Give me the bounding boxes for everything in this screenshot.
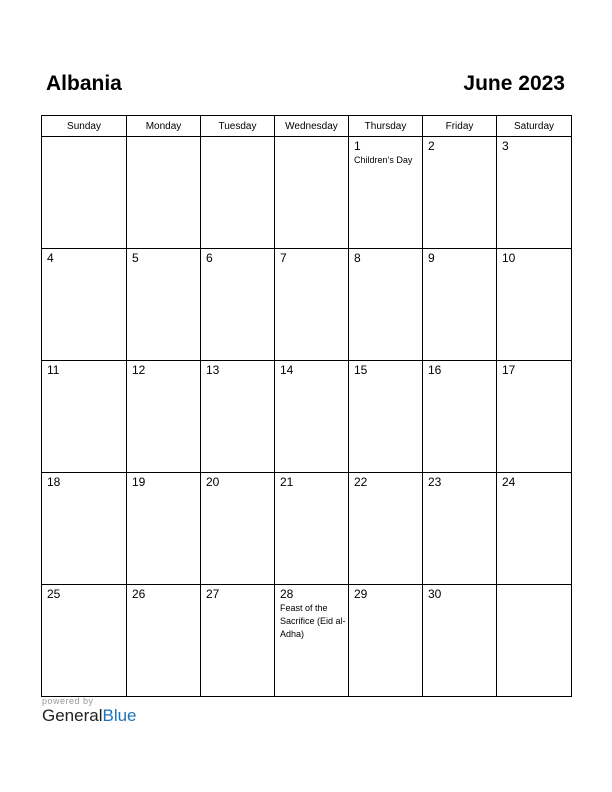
day-cell: [201, 137, 275, 249]
brand-blue-text: Blue: [102, 706, 137, 725]
weekday-tuesday: Tuesday: [201, 116, 275, 137]
day-number: 19: [132, 475, 146, 489]
day-number: 9: [428, 251, 435, 265]
day-number: 3: [502, 139, 509, 153]
day-number: 10: [502, 251, 516, 265]
weekday-header-row: [42, 116, 572, 137]
day-cell: [423, 249, 497, 361]
day-cell: [201, 585, 275, 697]
day-cell: [497, 249, 572, 361]
week-row: [42, 137, 572, 249]
week-row: [42, 473, 572, 585]
day-number: 6: [206, 251, 213, 265]
month-year-title: June 2023: [463, 72, 565, 95]
day-cell: [42, 249, 127, 361]
country-title: Albania: [46, 72, 122, 95]
weekday-sunday: Sunday: [42, 116, 127, 137]
day-number: 24: [502, 475, 516, 489]
day-cell: [423, 585, 497, 697]
weekday-thursday: Thursday: [349, 116, 423, 137]
day-cell: [201, 361, 275, 473]
day-number: 13: [206, 363, 220, 377]
day-cell: [349, 585, 423, 697]
brand-general-text: General: [42, 706, 103, 725]
day-cell: [127, 585, 201, 697]
day-number: 20: [206, 475, 220, 489]
day-cell: [349, 361, 423, 473]
day-cell: [275, 585, 349, 697]
day-number: 12: [132, 363, 146, 377]
day-number: 27: [206, 587, 220, 601]
powered-by-label: powered by: [42, 696, 94, 706]
weekday-saturday: Saturday: [497, 116, 572, 137]
day-number: 22: [354, 475, 368, 489]
day-number: 29: [354, 587, 368, 601]
day-cell: [497, 137, 572, 249]
day-number: 25: [47, 587, 61, 601]
day-cell: [127, 249, 201, 361]
day-cell: [423, 361, 497, 473]
day-cell: [42, 473, 127, 585]
footer-branding: [42, 696, 137, 726]
day-cell: [201, 473, 275, 585]
day-cell: [42, 585, 127, 697]
day-number: 7: [280, 251, 287, 265]
day-cell: [201, 249, 275, 361]
day-number: 2: [428, 139, 435, 153]
day-number: 28: [280, 587, 294, 601]
day-number: 8: [354, 251, 361, 265]
day-cell: [275, 361, 349, 473]
day-cell: [349, 137, 423, 249]
holiday-label: Feast of the Sacrifice (Eid al-Adha): [280, 603, 346, 639]
day-number: 4: [47, 251, 54, 265]
day-number: 21: [280, 475, 294, 489]
day-cell: [497, 473, 572, 585]
day-number: 30: [428, 587, 442, 601]
day-number: 26: [132, 587, 146, 601]
day-cell: [127, 361, 201, 473]
day-number: 11: [47, 363, 60, 377]
day-cell: [423, 137, 497, 249]
day-number: 5: [132, 251, 139, 265]
week-row: [42, 249, 572, 361]
day-cell: [497, 361, 572, 473]
day-number: 16: [428, 363, 442, 377]
day-cell: [423, 473, 497, 585]
day-number: 1: [354, 139, 361, 153]
day-cell: [127, 137, 201, 249]
day-number: 23: [428, 475, 442, 489]
weekday-monday: Monday: [127, 116, 201, 137]
day-cell: [275, 137, 349, 249]
weekday-friday: Friday: [423, 116, 497, 137]
day-cell: [275, 249, 349, 361]
day-cell: [42, 361, 127, 473]
day-cell: [42, 137, 127, 249]
day-number: 18: [47, 475, 61, 489]
day-cell: [275, 473, 349, 585]
day-cell: [349, 249, 423, 361]
week-row: [42, 361, 572, 473]
day-cell: [127, 473, 201, 585]
calendar-grid: [41, 115, 572, 697]
weekday-wednesday: Wednesday: [275, 116, 349, 137]
generalblue-logo[interactable]: [42, 706, 137, 726]
day-cell: [349, 473, 423, 585]
week-row: [42, 585, 572, 697]
day-number: 17: [502, 363, 516, 377]
day-number: 14: [280, 363, 294, 377]
day-cell: [497, 585, 572, 697]
holiday-label: Children’s Day: [354, 155, 413, 165]
day-number: 15: [354, 363, 368, 377]
